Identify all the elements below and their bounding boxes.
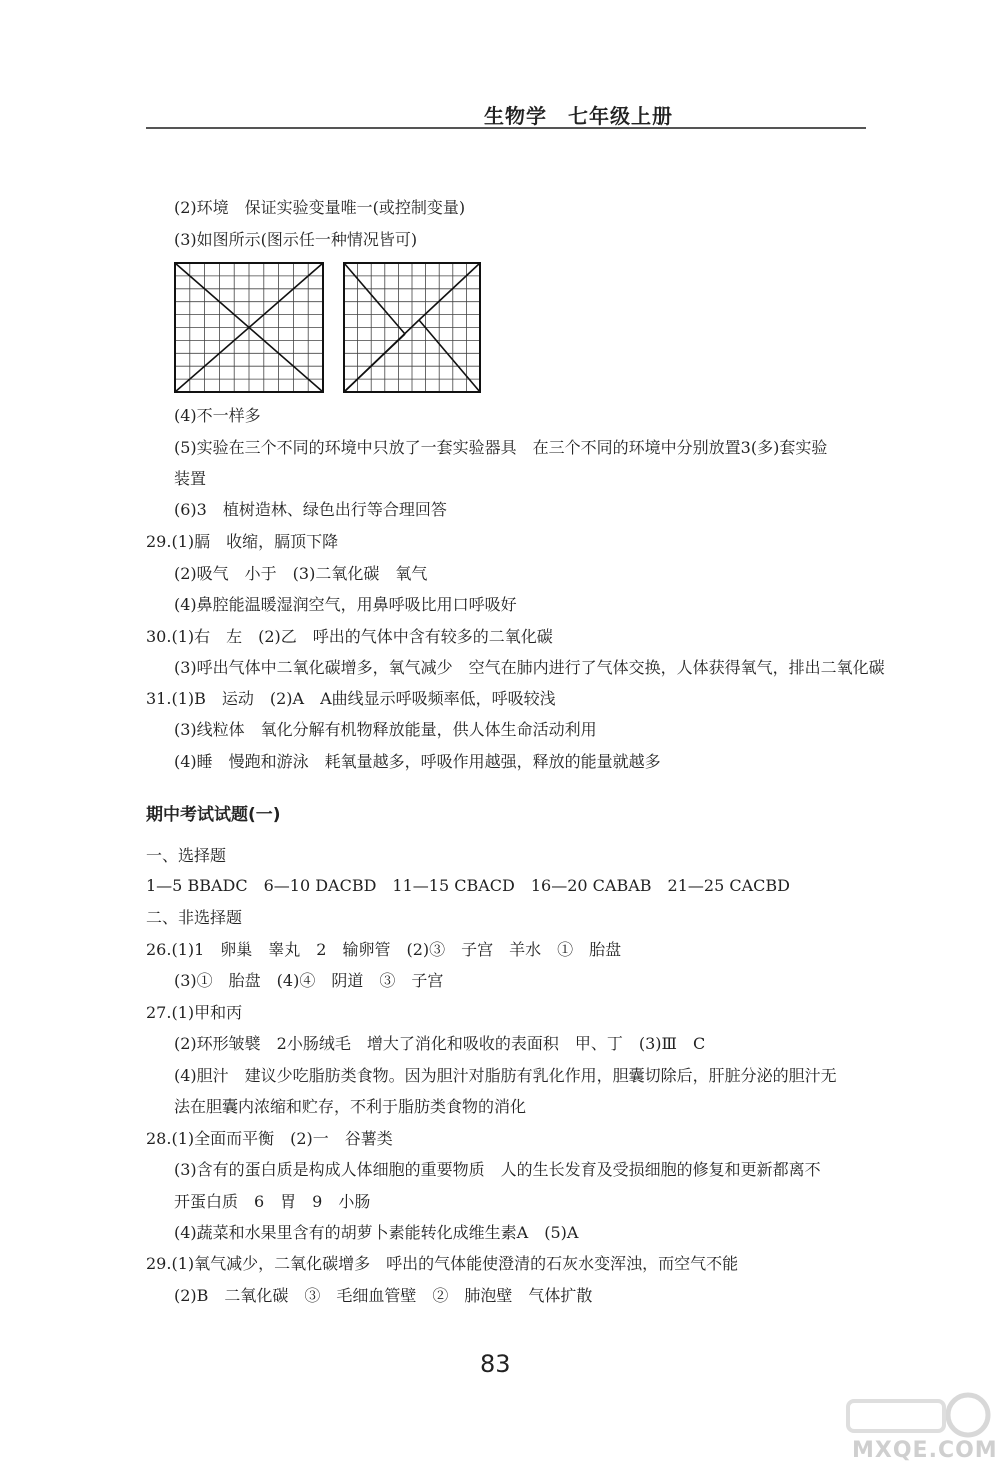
answer-line: 法在胆囊内浓缩和贮存，不利于脂肪类食物的消化 <box>174 1097 527 1116</box>
answer-line: (3)含有的蛋白质是构成人体细胞的重要物质 人的生长发育及受损细胞的修复和更新都离不 <box>174 1160 821 1179</box>
answer-line: (3)呼出气体中二氧化碳增多，氧气减少 空气在肺内进行了气体交换，人体获得氧气，排出二氧化碳 <box>174 658 885 677</box>
answer-line: 27.(1)甲和丙 <box>146 1003 243 1022</box>
answer-line: (4)蔬菜和水果里含有的胡萝卜素能转化成维生素A (5)A <box>174 1223 579 1242</box>
answer-line: (2)吸气 小于 (3)二氧化碳 氧气 <box>174 564 428 583</box>
answer-line: (4)睡 慢跑和游泳 耗氧量越多，呼吸作用越强，释放的能量就越多 <box>174 752 661 771</box>
answer-line: 26.(1)1 卵巢 睾丸 2 输卵管 (2)③ 子宫 羊水 ① 胎盘 <box>146 940 622 959</box>
answer-line: 28.(1)全面而平衡 (2)一 谷薯类 <box>146 1129 393 1148</box>
answer-line: (2)环形皱襞 2小肠绒毛 增大了消化和吸收的表面积 甲、丁 (3)Ⅲ C <box>174 1034 706 1053</box>
answer-line: (4)鼻腔能温暖湿润空气，用鼻呼吸比用口呼吸好 <box>174 595 517 614</box>
answer-line: 31.(1)B 运动 (2)A A曲线显示呼吸频率低，呼吸较浅 <box>146 689 556 708</box>
answer-line: (4)胆汁 建议少吃脂肪类食物。因为胆汁对脂肪有乳化作用，胆囊切除后，肝脏分泌的胆汁无 <box>174 1066 837 1085</box>
answer-line: (3)① 胎盘 (4)④ 阴道 ③ 子宫 <box>174 971 444 990</box>
page-number: 83 <box>480 1350 511 1378</box>
section-title: 期中考试试题(一) <box>146 805 281 825</box>
answer-line: 开蛋白质 6 胃 9 小肠 <box>174 1192 371 1211</box>
answer-line: (3)如图所示(图示任一种情况皆可) <box>174 230 418 249</box>
answer-line: 二、非选择题 <box>146 908 243 927</box>
answer-line: (5)实验在三个不同的环境中只放了一套实验器具 在三个不同的环境中分别放置3(多)套实验 <box>174 438 828 457</box>
answer-line: 一、选择题 <box>146 846 227 865</box>
answer-line: (4)不一样多 <box>174 406 261 425</box>
answer-line: 1—5 BBADC 6—10 DACBD 11—15 CBACD 16—20 CABAB 21—25 CACBD <box>146 876 790 895</box>
grid-figure-right <box>343 262 481 393</box>
answer-line: 30.(1)右 左 (2)乙 呼出的气体中含有较多的二氧化碳 <box>146 627 553 646</box>
watermark-text: MXQE.COM <box>852 1438 998 1463</box>
answer-line: (2)环境 保证实验变量唯一(或控制变量) <box>174 198 466 217</box>
header-rule <box>146 127 866 129</box>
answer-line: 29.(1)氧气减少，二氧化碳增多 呼出的气体能使澄清的石灰水变浑浊，而空气不能 <box>146 1254 739 1273</box>
answer-line: (2)B 二氧化碳 ③ 毛细血管壁 ② 肺泡壁 气体扩散 <box>174 1286 593 1305</box>
answer-line: 装置 <box>174 469 207 488</box>
grid-figure-left <box>174 262 324 393</box>
answer-line: (3)线粒体 氧化分解有机物释放能量，供人体生命活动利用 <box>174 720 597 739</box>
answer-line: 29.(1)膈 收缩，膈顶下降 <box>146 532 339 551</box>
header-title: 生物学 七年级上册 <box>484 104 673 128</box>
answer-line: (6)3 植树造林、绿色出行等合理回答 <box>174 500 447 519</box>
